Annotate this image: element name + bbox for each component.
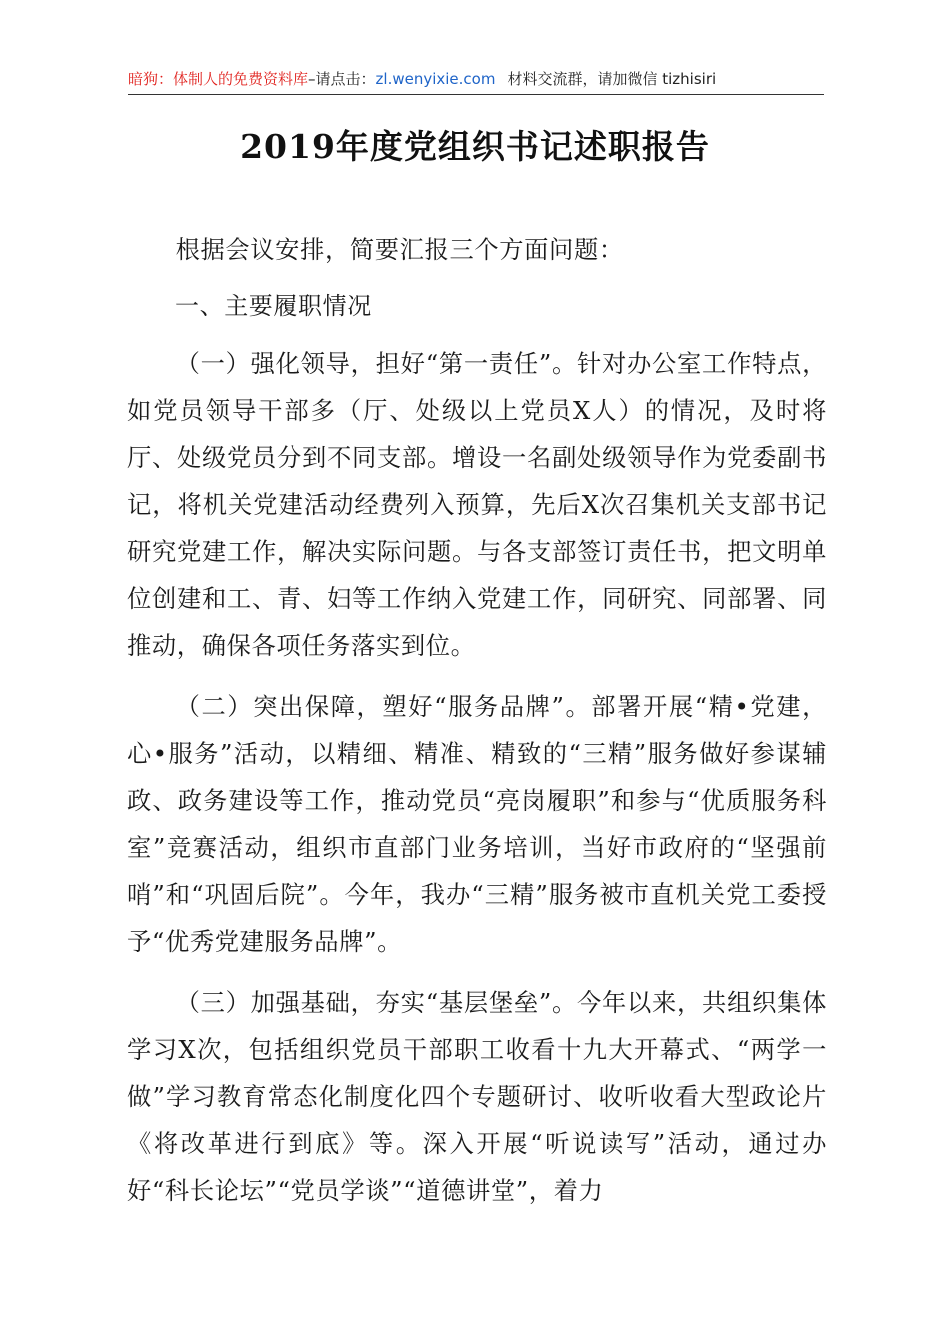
section-heading: 一、主要履职情况: [175, 292, 372, 320]
header-site-link[interactable]: zl.wenyixie.com: [375, 70, 496, 88]
body-paragraph: （三）加强基础，夯实“基层堡垒”。今年以来，共组织集体学习X次，包括组织党员干部职工收看十九大开幕式、“两学一做”学习教育常态化制度化四个专题研讨、收听收看大型政论片《将改革进行到底》等。深入开展“听说读写”活动，通过办好“科长论坛”“党员学谈”“道德讲堂”，着力: [127, 988, 827, 1205]
intro-paragraph: 根据会议安排，简要汇报三个方面问题：: [175, 235, 624, 264]
document-title: 2019年度党组织书记述职报告: [240, 127, 710, 166]
page-header: [128, 68, 824, 90]
document-body: [127, 226, 827, 1228]
header-click-prompt: –请点击：: [308, 70, 376, 88]
body-paragraph: （一）强化领导，担好“第一责任”。针对办公室工作特点，如党员领导干部多（厅、处级以上党员X人）的情况，及时将厅、处级党员分到不同支部。增设一名副处级领导作为党委副书记，将机关党建活动经费列入预算，先后X次召集机关支部书记研究党建工作，解决实际问题。与各支部签订责任书，把文明单位创建和工、青、妇等工作纳入党建工作，同研究、同部署、同推动，确保各项任务落实到位。: [127, 349, 827, 660]
header-divider: [128, 94, 824, 95]
header-brand: 暗狗：体制人的免费资料库: [128, 70, 309, 88]
body-paragraph: （二）突出保障，塑好“服务品牌”。部署开展“精•党建，心•服务”活动，以精细、精准、精致的“三精”服务做好参谋辅政、政务建设等工作，推动党员“亮岗履职”和参与“优质服务科室”竞赛活动，组织市直部门业务培训，当好市政府的“坚强前哨”和“巩固后院”。今年，我办“三精”服务被市直机关党工委授予“优秀党建服务品牌”。: [127, 692, 827, 956]
header-wechat-note: 材料交流群，请加微信 tizhisiri: [507, 70, 717, 88]
